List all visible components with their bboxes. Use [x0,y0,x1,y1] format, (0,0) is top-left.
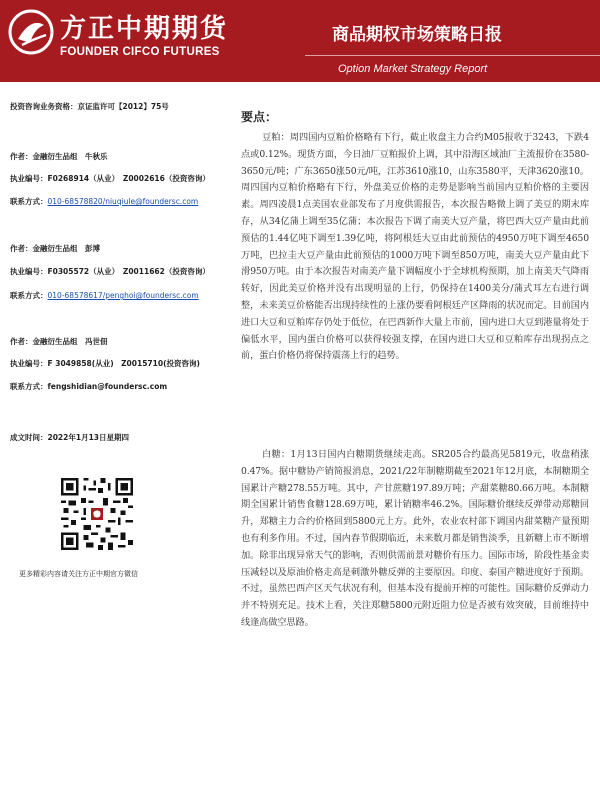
author-1-contact [10,196,198,207]
report-header [0,0,600,82]
report-date: 成文时间：2022年1月13日星期四 [10,433,130,442]
contact-label: 联系方式： [10,291,48,300]
author-3-name: 作者：金融衍生品组 冯世佃 [10,337,108,346]
report-title-cn: 商品期权市场策略日报 [332,25,502,45]
section-title: 要点： [241,110,278,124]
brand-name-en: FOUNDER CIFCO FUTURES [60,46,220,58]
wechat-qr-code-icon [61,478,133,550]
author-1-cert: 执业编号：F0268914（从业） Z0002616（投资咨询） [10,174,210,183]
license-info: 投资咨询业务资格：京证监许可【2012】75号 [10,102,169,111]
author-2-cert: 执业编号：F0305572（从业） Z0011662（投资咨询） [10,267,210,276]
author-1-name: 作者：金融衍生品组 牛秋乐 [10,152,108,161]
brand-name-cn: 方正中期期货 [60,14,229,44]
author-2-name: 作者：金融衍生品组 彭博 [10,244,100,253]
author-3-contact-email: fengshidian@foundersc.com [47,382,168,391]
contact-label: 联系方式： [10,382,48,391]
soybean-meal-paragraph: 豆粕：周四国内豆粕价格略有下行，截止收盘主力合约M05报收于3243，下跌4点或0.12%。现货方面，今日油厂豆粕报价上调，其中沿海区域油厂主流报价在3580-3650元/吨；广东3650涨50元/吨，江苏3610涨10，山东3580平，天津3620涨10。周四国内豆粕价格略有下行，外盘美豆价格的走势是影响当前国内豆粕价格的主要因素。周四凌晨1点美国农业部发布了月度供需报告，本次报告略微上调了美豆的期末库存，从34亿蒲上调至35亿蒲；本次报告下调了南美大豆产量，将巴西大豆产量由此前预估的1.44亿吨下调至1.39亿吨，将阿根廷大豆由此前预估的4950万吨下调至4650万吨，巴拉圭大豆产量由此前预估的1000万吨下调至850万吨，南美大豆产量由此下滑950万吨。由于本次报告对南美产量下调幅度小于全球机构预期，加上南美天气降雨转好，因此美豆价格并没有出现明显的上行，仍保持在1400美分/蒲式耳左右进行调整，未来美豆价格能否出现持续性的上涨仍要看阿根廷产区降雨的状况而定。目前国内进口大豆和豆粕库存仍处于低位，在巴西新作大量上市前，国内进口大豆到港量将处于偏低水平，国内蛋白价格可以获得较强支撑，在国内进口大豆和豆粕库存出现拐点之前，蛋白价格仍将保持震荡上行的趋势。 [241,132,589,362]
contact-label: 联系方式： [10,197,48,206]
author-2-contact-link[interactable]: 010-68578617/penghoi@foundersc.com [47,291,199,300]
author-3-cert: 执业编号：F 3049858(从业) Z0015710(投资咨询) [10,359,200,368]
header-divider [305,55,600,56]
report-title-en: Option Market Strategy Report [338,63,488,75]
founder-logo-icon [8,9,54,55]
white-sugar-paragraph: 白糖：1月13日国内白糖期货继续走高。SR205合约最高见5819元，收盘稍涨0.47%。据中糖协产销简报消息，2021/22年制糖期截至2021年12月底，本制糖期全国累计产糖278.55万吨。其中，产甘蔗糖197.89万吨；产甜菜糖80.66万吨。本制糖期全国累计销售食糖128.69万吨，累计销糖率46.2%。国际糖价继续反弹带动郑糖回升，郑糖主力合约价格回到5800元上方。此外，农业农村部下调国内甜菜糖产量预期也有利多作用。不过，国内春节假期临近，未来数月都是销售淡季，且新糖上市不断增加。除非出现异常天气的影响，否则供需前景对糖价有压力。国际市场，阶段性基金卖压减轻以及原油价格走高是刺激外糖反弹的主要原因。印度、泰国产糖进度好于预期。不过，虽然巴西产区天气状况有利，但基本没有提前开榨的可能性。国际糖价反弹动力并不特别充足。技术上看，关注郑糖5800元附近阻力位是否被有效突破，目前维持中线逢高做空思路。 [241,449,589,628]
author-1-contact-link[interactable]: 010-68578820/niuqiule@foundersc.com [47,197,199,206]
author-2-contact [10,290,199,301]
qr-caption: 更多精彩内容请关注方正中期官方微信 [19,570,138,578]
author-3-contact [10,381,167,392]
